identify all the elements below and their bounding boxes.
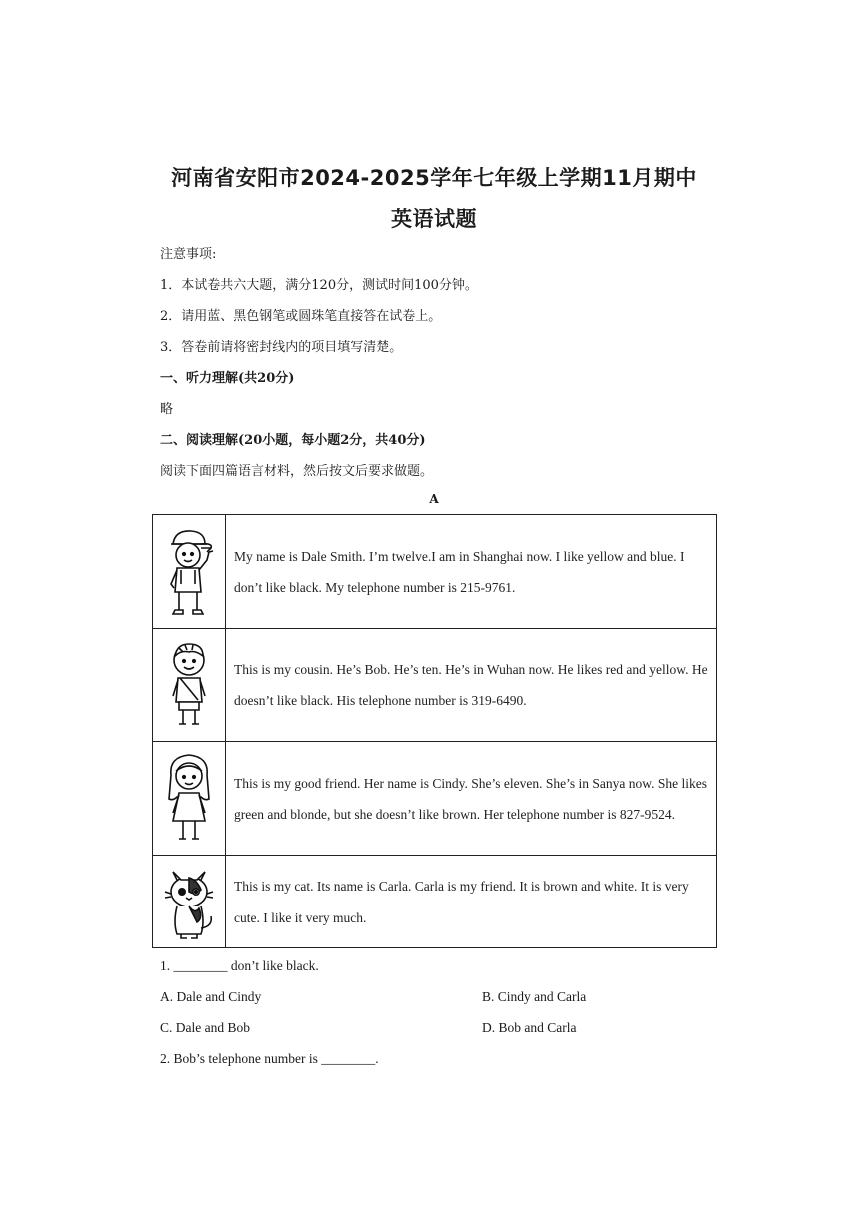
passage-label: A [429, 492, 439, 506]
section-listening-heading: 一、听力理解(共20分) [160, 371, 295, 386]
section-reading-heading: 二、阅读理解(20小题，每小题2分，共40分) [160, 433, 426, 448]
section-listening-content: 略 [160, 402, 174, 417]
boy-cap-waving-icon [161, 524, 217, 620]
question-1-stem: 1. ________ don’t like black. [160, 958, 319, 973]
table-row [153, 856, 717, 948]
note-item-2: 2．请用蓝、黑色钢笔或圆珠笔直接答在试卷上。 [160, 309, 442, 324]
notes-heading: 注意事项: [160, 247, 217, 262]
picture-cell [153, 742, 226, 856]
section-reading-instruction: 阅读下面四篇语言材料，然后按文后要求做题。 [160, 464, 434, 479]
reading-table [152, 514, 717, 948]
question-1-option-a[interactable]: A. Dale and Cindy [160, 989, 262, 1004]
picture-cell [153, 856, 226, 948]
note-item-1: 1．本试卷共六大题，满分120分，测试时间100分钟。 [160, 278, 478, 293]
cat-icon [161, 862, 217, 942]
passage-text: This is my good friend. Her name is Cindy. She’s eleven. She’s in Sanya now. She likes green and blonde, but she doesn’t like brown. Her telephone number is 827-9524. [226, 742, 717, 856]
question-1-option-c[interactable]: C. Dale and Bob [160, 1020, 250, 1035]
table-row [153, 742, 717, 856]
passage-text: My name is Dale Smith. I’m twelve.I am in Shanghai now. I like yellow and blue. I don’t like black. My telephone number is 215-9761. [226, 515, 717, 629]
picture-cell [153, 629, 226, 742]
table-row [153, 515, 717, 629]
question-1-option-b[interactable]: B. Cindy and Carla [482, 989, 587, 1004]
picture-cell [153, 515, 226, 629]
question-1-option-d[interactable]: D. Bob and Carla [482, 1020, 577, 1035]
note-item-3: 3．答卷前请将密封线内的项目填写清楚。 [160, 340, 403, 355]
boy-icon [165, 638, 213, 732]
passage-text: This is my cousin. He’s Bob. He’s ten. He’s in Wuhan now. He likes red and yellow. He doesn’t like black. His telephone number is 319-6490. [226, 629, 717, 742]
question-2-stem: 2. Bob’s telephone number is ________. [160, 1051, 379, 1066]
girl-icon [161, 749, 217, 849]
exam-subject-title: 英语试题 [391, 207, 477, 231]
passage-text: This is my cat. Its name is Carla. Carla is my friend. It is brown and white. It is very cute. I like it very much. [226, 856, 717, 948]
table-row [153, 629, 717, 742]
exam-title: 河南省安阳市2024-2025学年七年级上学期11月期中 [171, 166, 697, 190]
